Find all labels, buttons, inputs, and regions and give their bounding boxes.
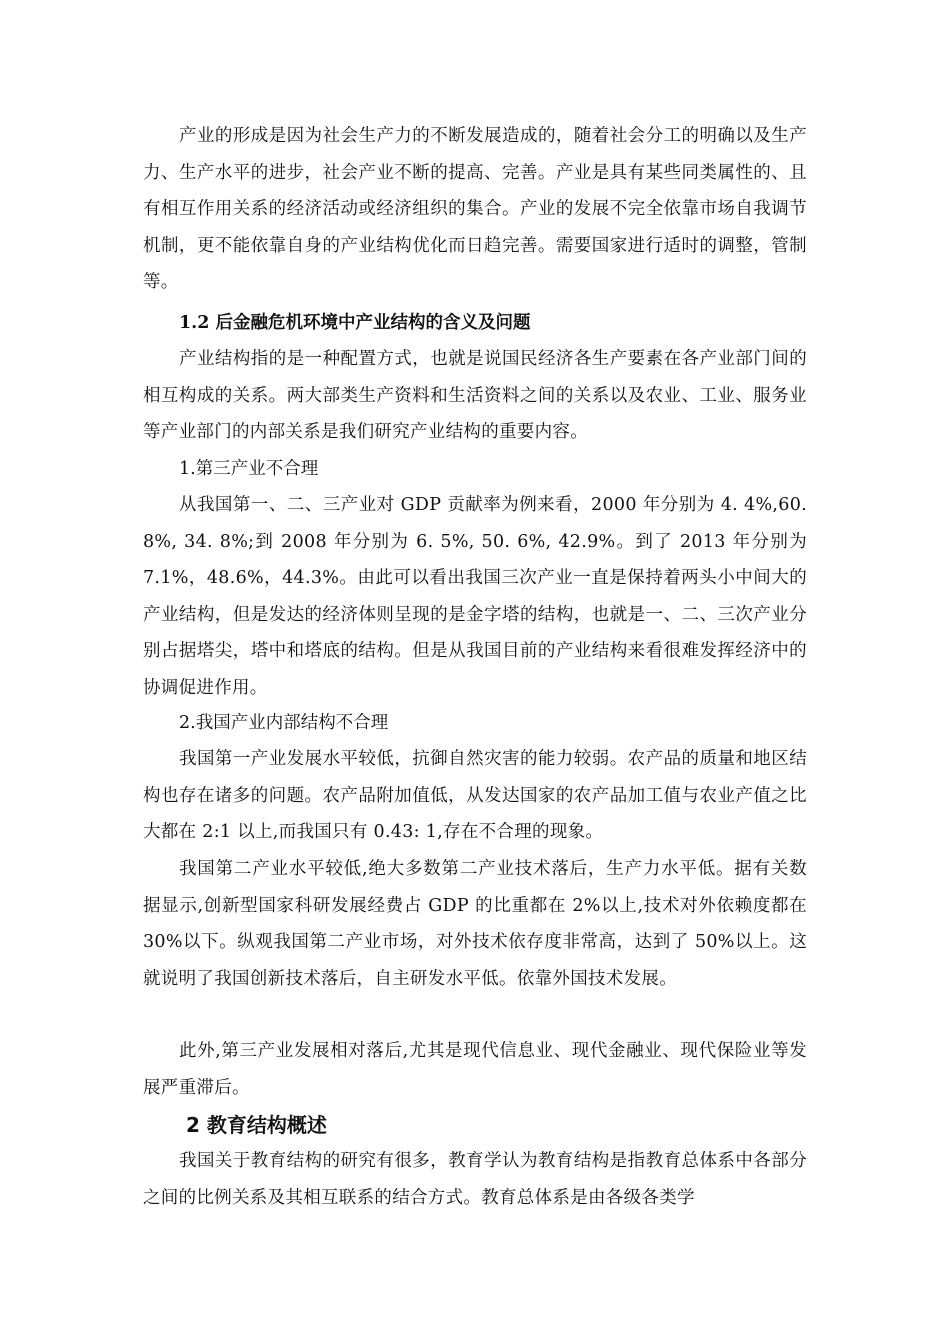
paragraph-tertiary-industry: 此外,第三产业发展相对落后,尤其是现代信息业、现代金融业、现代保险业等发展严重滞后。 <box>143 1041 807 1098</box>
paragraph-industry-formation: 产业的形成是因为社会生产力的不断发展造成的，随着社会分工的明确以及生产力、生产水平的进步，社会产业不断的提高、完善。产业是具有某些同类属性的、且有相互作用关系的经济活动或经济组织的集合。产业的发展不完全依靠市场自我调节机制，更不能依靠自身的产业结构优化而日趋完善。需要国家进行适时的调整，管制等。 <box>143 126 807 292</box>
paragraph-education-structure: 我国关于教育结构的研究有很多，教育学认为教育结构是指教育总体系中各部分之间的比例关系及其相互联系的结合方式。教育总体系是由各级各类学 <box>143 1151 807 1208</box>
section-heading-1-2: 1.2 后金融危机环境中产业结构的含义及问题 <box>179 313 531 333</box>
list-item-2-title: 2.我国产业内部结构不合理 <box>179 713 389 733</box>
paragraph-primary-industry: 我国第一产业发展水平较低，抗御自然灾害的能力较弱。农产品的质量和地区结构也存在诸多的问题。农产品附加值低，从发达国家的农产品加工值与农业产值之比大都在 2:1 以上,而我国只有 0.43: 1,存在不合理的现象。 <box>143 749 807 842</box>
paragraph-secondary-industry: 我国第二产业水平较低,绝大多数第二产业技术落后，生产力水平低。据有关数据显示,创新型国家科研发展经费占 GDP 的比重都在 2%以上,技术对外依赖度都在 30%以下。纵观我国第二产业市场，对外技术依存度非常高，达到了 50%以上。这就说明了我国创新技术落后，自主研发水平低。依靠外国技术发展。 <box>143 859 807 989</box>
paragraph-gdp-contribution: 从我国第一、二、三产业对 GDP 贡献率为例来看，2000 年分别为 4. 4%,60. 8%, 34. 8%;到 2008 年分别为 6. 5%, 50. 6%, 42.9%。到了 2013 年分别为 7.1%，48.6%，44.3%。由此可以看出我国三次产业一直是保持着两头小中间大的产业结构，但是发达的经济体则呈现的是金字塔的结构，也就是一、二、三次产业分别占据塔尖，塔中和塔底的结构。但是从我国目前的产业结构来看很难发挥经济中的协调促进作用。 <box>143 495 807 698</box>
chapter-heading-2: 2 教育结构概述 <box>186 1113 327 1137</box>
paragraph-structure-definition: 产业结构指的是一种配置方式，也就是说国民经济各生产要素在各产业部门间的相互构成的关系。两大部类生产资料和生活资料之间的关系以及农业、工业、服务业等产业部门的内部关系是我们研究产业结构的重要内容。 <box>143 349 807 442</box>
list-item-1-title: 1.第三产业不合理 <box>179 459 319 479</box>
